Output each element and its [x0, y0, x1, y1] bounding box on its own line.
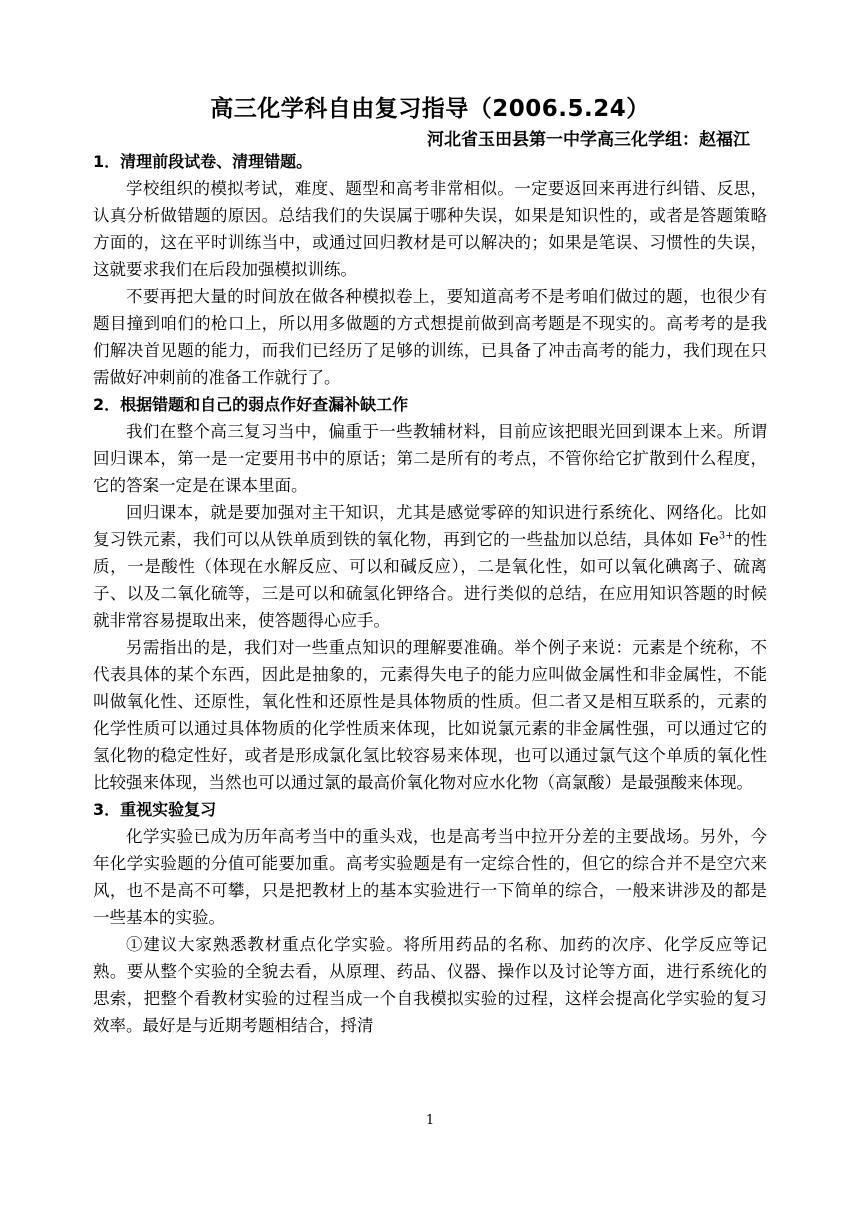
- section-2: [93, 391, 767, 796]
- paragraph: ①建议大家熟悉教材重点化学实验。将所用药品的名称、加药的次序、化学反应等记熟。要从整个实验的全貌去看，从原理、药品、仪器、操作以及讨论等方面，进行系统化的思索，把整个看教材实验的过程当成一个自我模拟实验的过程，这样会提高化学实验的复习效率。最好是与近期考题相结合，捋清: [93, 935, 767, 1035]
- section-heading: 2．根据错题和自己的弱点作好查漏补缺工作: [93, 395, 409, 414]
- paragraph-text: 的性质，一是酸性（体现在水解反应、可以和碱反应），二是氧化性，如可以氧化碘离子、硫离子、以及二氧化硫等，三是可以和硫氢化钾络合。进行类似的总结，在应用知识答题的时候就非常容易提取出来，使答题得心应手。: [93, 530, 767, 630]
- section-heading: 3．重视实验复习: [93, 800, 217, 819]
- section-3: [93, 796, 767, 1039]
- paragraph: 另需指出的是，我们对一些重点知识的理解要准确。举个例子来说：元素是个统称，不代表具体的某个东西，因此是抽象的，元素得失电子的能力应叫做金属性和非金属性，不能叫做氧化性、还原性，氧化性和还原性是具体物质的性质。但二者又是相互联系的，元素的化学性质可以通过具体物质的化学性质来体现，比如说氯元素的非金属性强，可以通过它的氢化物的稳定性好，或者是形成氯化氢比较容易来体现，也可以通过氯气这个单质的氧化性比较强来体现，当然也可以通过氯的最高价氧化物对应水化物（高氯酸）是最强酸来体现。: [93, 638, 767, 792]
- paragraph: 化学实验已成为历年高考当中的重头戏，也是高考当中拉开分差的主要战场。另外，今年化学实验题的分值可能要加重。高考实验题是有一定综合性的，但它的综合并不是空穴来风，也不是高不可攀，只是把教材上的基本实验进行一下简单的综合，一般来讲涉及的都是一些基本的实验。: [93, 827, 767, 927]
- page-number: 1: [425, 1113, 435, 1128]
- paragraph: 我们在整个高三复习当中，偏重于一些教辅材料，目前应该把眼光回到课本上来。所谓回归课本，第一是一定要用书中的原话；第二是所有的考点，不管你给它扩散到什么程度，它的答案一定是在课本里面。: [93, 422, 767, 495]
- document-title: 高三化学科自由复习指导（2006.5.24）: [210, 96, 650, 122]
- paragraph: [93, 499, 767, 634]
- paragraph: 不要再把大量的时间放在做各种模拟卷上，要知道高考不是考咱们做过的题，也很少有题目撞到咱们的枪口上，所以用多做题的方式想提前做到高考题是不现实的。高考考的是我们解决首见题的能力，而我们已经历了足够的训练，已具备了冲击高考的能力，我们现在只需做好冲刺前的准备工作就行了。: [93, 287, 767, 387]
- section-heading: 1．清理前段试卷、清理错题。: [93, 152, 313, 171]
- paragraph: 学校组织的模拟考试，难度、题型和高考非常相似。一定要返回来再进行纠错、反思，认真分析做错题的原因。总结我们的失误属于哪种失误，如果是知识性的，或者是答题策略方面的，这在平时训练当中，或通过回归教材是可以解决的；如果是笔误、习惯性的失误，这就要求我们在后段加强模拟训练。: [93, 179, 767, 279]
- document-body: [93, 148, 767, 1039]
- paragraph-text: 回归课本，就是要加强对主干知识，尤其是感觉零碎的知识进行系统化、网络化。比如复习铁元素，我们可以从铁单质到铁的氧化物，再到它的一些盐加以总结，具体如 Fe: [93, 503, 767, 549]
- document-author: 河北省玉田县第一中学高三化学组：赵福江: [427, 130, 750, 150]
- section-1: [93, 148, 767, 391]
- superscript-charge: 3+: [718, 530, 734, 542]
